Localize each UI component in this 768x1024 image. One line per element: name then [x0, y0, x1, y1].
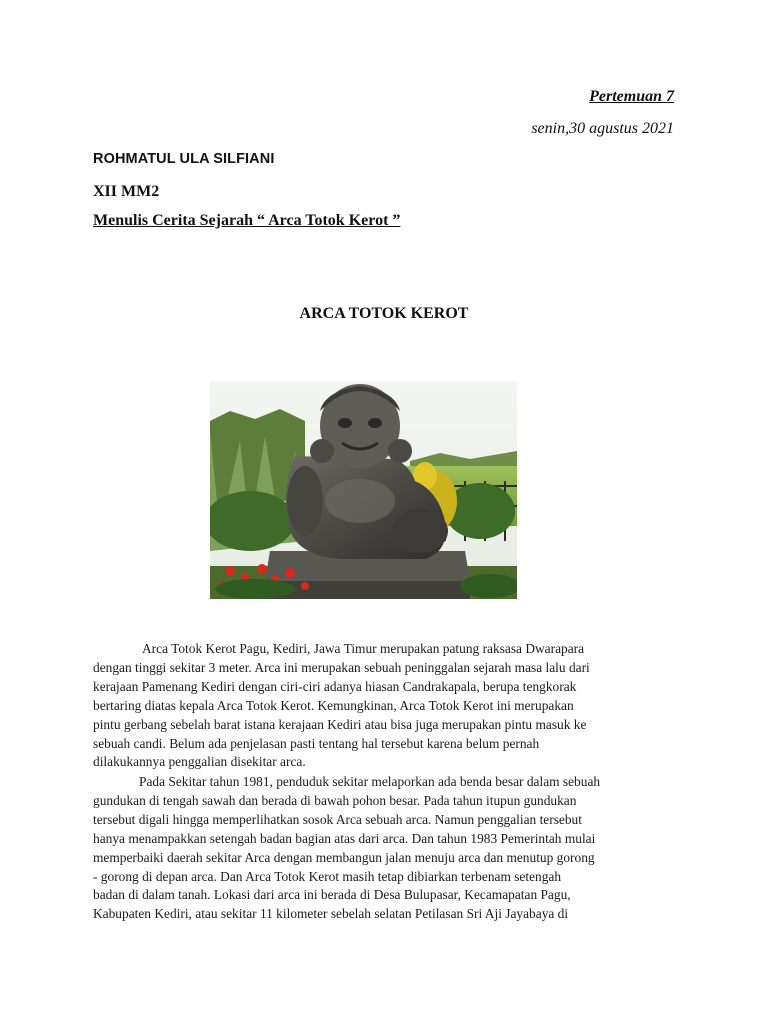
paragraph-line: kerajaan Pamenang Kediri dengan ciri-ciri adanya hiasan Candrakapala, berupa tengkorak [93, 678, 577, 694]
paragraph-2 [93, 773, 677, 924]
paragraph-1 [93, 640, 677, 772]
paragraph-line: Pada Sekitar tahun 1981, penduduk sekitar melaporkan ada benda besar dalam sebuah [139, 774, 601, 789]
assignment-title: Menulis Cerita Sejarah “ Arca Totok Kerot ” [93, 212, 401, 229]
paragraph-line: badan di dalam tanah. Lokasi dari arca ini berada di Desa Bulupasar, Kecamapatan Pagu, [93, 887, 571, 903]
document-title: ARCA TOTOK KEROT [299, 305, 469, 322]
paragraph-line: Kabupaten Kediri, atau sekitar 11 kilometer sebelah selatan Petilasan Sri Aji Jayabaya di [93, 906, 569, 922]
paragraph-line: - gorong di depan arca. Dan Arca Totok Kerot masih tetap dibiarkan terbenam setengah [93, 868, 562, 884]
paragraph-line: tersebut digali hingga memperlihatkan sosok Arca sebuah arca. Namun penggalian tersebut [93, 811, 582, 827]
paragraph-line: sebuah candi. Belum ada penjelasan pasti tentang hal tersebut karena belum pernah [93, 735, 540, 751]
statue-photo [210, 381, 517, 599]
student-class: XII MM2 [93, 183, 160, 200]
date-label: senin,30 agustus 2021 [531, 120, 674, 137]
paragraph-line: bertaring diatas kepala Arca Totok Kerot. Kemungkinan, Arca Totok Kerot ini merupakan [93, 697, 574, 713]
paragraph-line: Arca Totok Kerot Pagu, Kediri, Jawa Timur merupakan patung raksasa Dwarapara [142, 641, 585, 656]
paragraph-line: pintu gerbang sebelah barat istana kerajaan Kediri atau bisa juga merupakan pintu masuk ke [93, 716, 587, 732]
paragraph-line: dilakukannya penggalian disekitar arca. [93, 754, 306, 770]
student-name: ROHMATUL ULA SILFIANI [93, 151, 275, 167]
paragraph-line: memperbaiki daerah sekitar Arca dengan membangun jalan menuju arca dan menutup gorong [93, 849, 595, 865]
paragraph-line: dengan tinggi sekitar 3 meter. Arca ini merupakan sebuah peninggalan sejarah masa lalu dari [93, 659, 590, 675]
meeting-label: Pertemuan 7 [589, 88, 674, 105]
paragraph-line: hanya menampakkan setengah badan bagian atas dari arca. Dan tahun 1983 Pemerintah mulai [93, 830, 596, 846]
paragraph-line: gundukan di tengah sawah dan berada di bawah pohon besar. Pada tahun itupun gundukan [93, 792, 577, 808]
